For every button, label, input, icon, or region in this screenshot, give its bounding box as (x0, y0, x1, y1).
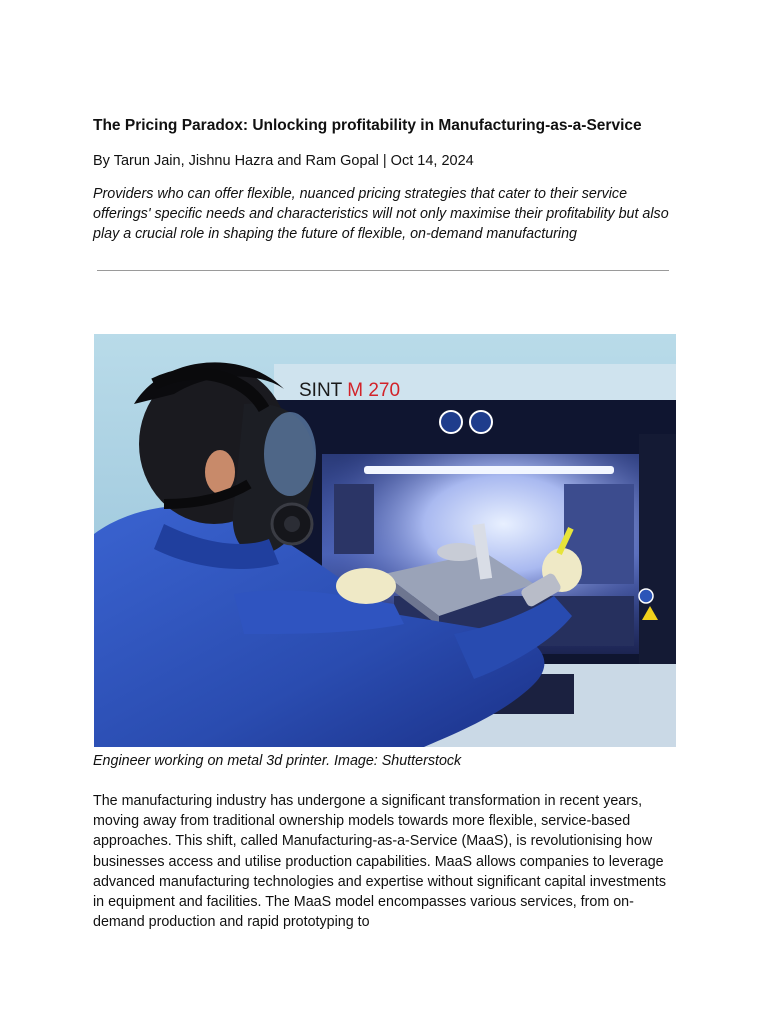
article-body-paragraph: The manufacturing industry has undergone a significant transformation in recent years, moving away from traditional ownership models towards more flexible, service-based approaches. This shift, called Manufacturing-as-a-Service (MaaS), is revolutionising how businesses access and utilise production capabilities. MaaS allows companies to leverage advanced manufacturing technologies and expertise without significant capital investments in equipment and facilities. The MaaS model encompasses various services, from on-demand production and rapid prototyping to (93, 793, 667, 931)
article-title: The Pricing Paradox: Unlocking profitability in Manufacturing-as-a-Service (93, 117, 642, 134)
article-byline: By Tarun Jain, Jishnu Hazra and Ram Gopal | Oct 14, 2024 (93, 153, 474, 169)
divider (97, 270, 669, 271)
article-image (94, 334, 676, 747)
image-caption: Engineer working on metal 3d printer. Image: Shutterstock (93, 753, 462, 769)
article-standfirst: Providers who can offer flexible, nuanced pricing strategies that cater to their service offerings' specific needs and characteristics will not only maximise their profitability but also play a crucial role in shaping the future of flexible, on-demand manufacturing (93, 186, 669, 242)
machine-label: SINT M 270 (299, 380, 401, 401)
printer-engineer-illustration (94, 334, 676, 747)
